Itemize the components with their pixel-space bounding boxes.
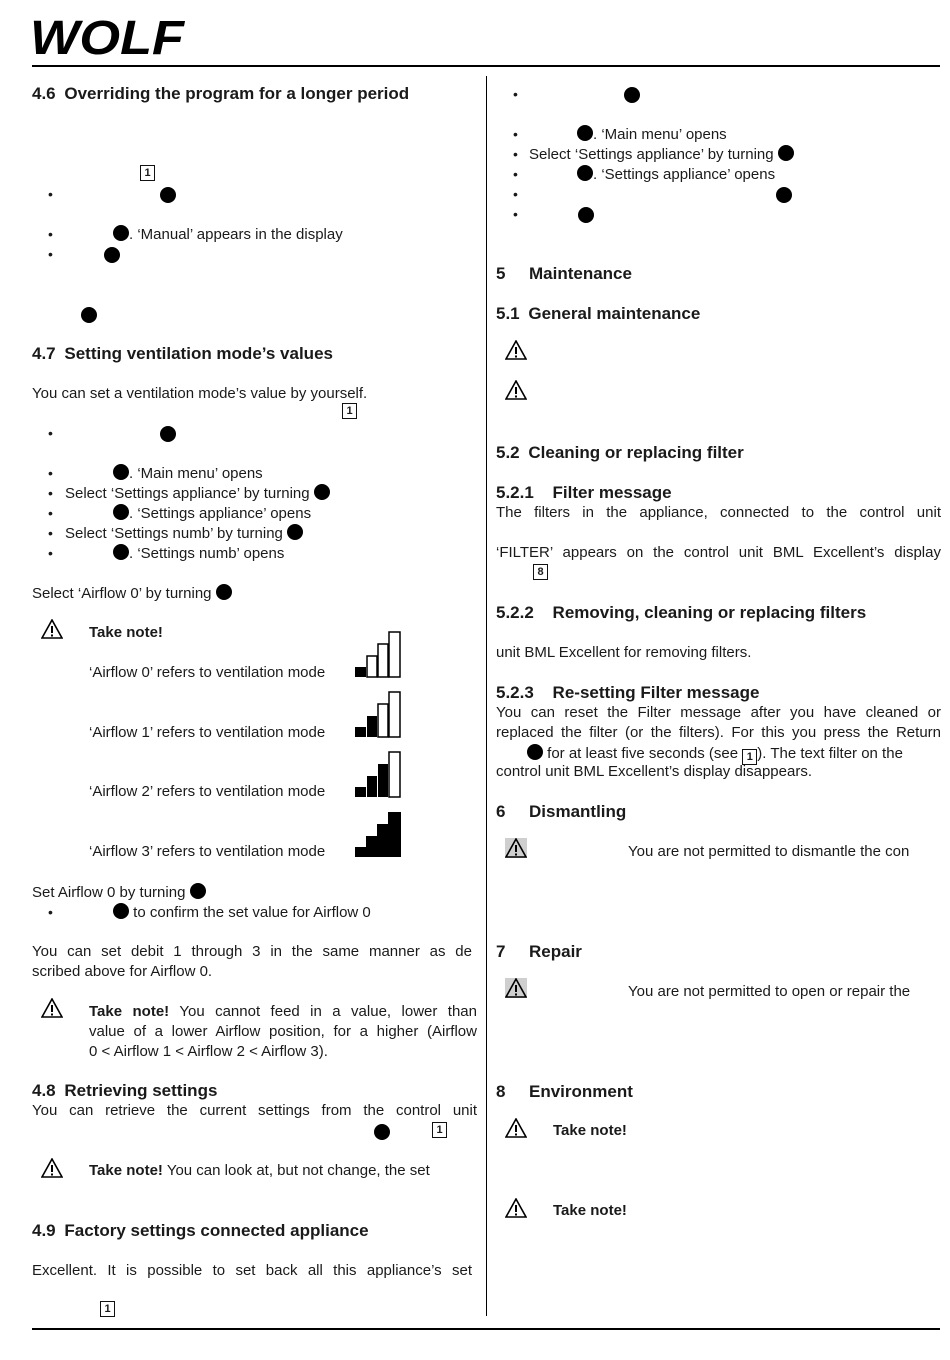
bullet: • — [48, 525, 53, 541]
warning-icon — [505, 838, 527, 858]
bullet: • — [48, 545, 53, 561]
heading-4-9: 4.9 Factory settings connected appliance — [32, 1221, 369, 1240]
heading-6: 6 Dismantling — [496, 802, 627, 821]
key-1-icon: 1 — [342, 403, 357, 419]
note-text: value of a lower Airflow position, for a higher (Airflow — [89, 1023, 477, 1040]
rotary-knob-icon — [104, 247, 120, 263]
paragraph: unit BML Excellent for removing filters. — [496, 644, 752, 661]
rotary-knob-icon — [624, 87, 640, 103]
heading-8: 8 Environment — [496, 1082, 633, 1101]
paragraph: You can reset the Filter message after you have cleaned or — [496, 704, 941, 721]
bullet: • — [48, 186, 53, 202]
rotary-knob-icon — [160, 426, 176, 442]
warning-icon — [505, 978, 527, 998]
paragraph: for at least five seconds (see 1 ). The text filter on the — [527, 744, 941, 765]
heading-5-2-2: 5.2.2 Removing, cleaning or replacing filters — [496, 603, 867, 622]
rotary-knob-icon — [113, 464, 129, 480]
bullet: • — [48, 485, 53, 501]
heading-5-2: 5.2 Cleaning or replacing filter — [496, 443, 744, 462]
key-8-icon: 8 — [533, 564, 548, 580]
paragraph: The filters in the appliance, connected to the control unit — [496, 504, 941, 521]
rotary-knob-icon — [113, 544, 129, 560]
paragraph: ‘FILTER’ appears on the control unit BML Excellent’s display — [496, 544, 941, 561]
rotary-knob-icon — [778, 145, 794, 161]
key-1-icon: 1 — [140, 165, 155, 181]
airflow-2-text: ‘Airflow 2’ refers to ventilation mode — [89, 783, 326, 800]
paragraph: Excellent. It is possible to set back all this appliance’s set — [32, 1262, 472, 1279]
bullet: • — [48, 505, 53, 521]
list-item: . ‘Settings numb’ opens — [113, 544, 284, 562]
rotary-knob-icon — [190, 883, 206, 899]
list-item: . ‘Main menu’ opens — [113, 464, 263, 482]
column-divider — [486, 76, 487, 1316]
heading-5-2-1: 5.2.1 Filter message — [496, 483, 672, 502]
bullet: • — [513, 166, 518, 182]
warning-icon — [505, 340, 527, 360]
ventilation-level-1-icon — [354, 690, 402, 738]
list-item: . ‘Manual’ appears in the display — [113, 225, 343, 243]
bullet: • — [513, 86, 518, 102]
rotary-knob-icon — [287, 524, 303, 540]
take-note-label: Take note! — [553, 1122, 627, 1139]
paragraph: Select ‘Airflow 0’ by turning — [32, 584, 232, 602]
rotary-knob-icon — [374, 1124, 390, 1140]
bullet: • — [48, 425, 53, 441]
ventilation-level-0-icon — [354, 630, 402, 678]
rotary-knob-icon — [113, 903, 129, 919]
bullet: • — [513, 206, 518, 222]
rotary-knob-icon — [81, 307, 97, 323]
key-1-icon: 1 — [432, 1122, 447, 1138]
list-item: . ‘Main menu’ opens — [577, 125, 727, 143]
take-note-label: Take note! — [89, 624, 163, 641]
airflow-1-text: ‘Airflow 1’ refers to ventilation mode — [89, 724, 326, 741]
heading-4-6 — [32, 84, 409, 104]
warning-icon — [505, 380, 527, 400]
wolf-logo — [30, 12, 190, 60]
rotary-knob-icon — [578, 207, 594, 223]
list-item: Select ‘Settings appliance’ by turning — [65, 484, 330, 502]
bullet: • — [513, 146, 518, 162]
rotary-knob-icon — [314, 484, 330, 500]
section-title: Overriding the program for a longer period — [64, 84, 410, 103]
rotary-knob-icon — [113, 504, 129, 520]
rotary-knob-icon — [577, 165, 593, 181]
paragraph: You are not permitted to open or repair the — [628, 983, 911, 1000]
note-text: 0 < Airflow 1 < Airflow 2 < Airflow 3). — [89, 1043, 328, 1060]
take-note-label: Take note! — [553, 1202, 627, 1219]
bullet: • — [513, 186, 518, 202]
paragraph: scribed above for Airflow 0. — [32, 963, 213, 980]
airflow-3-text: ‘Airflow 3’ refers to ventilation mode — [89, 843, 326, 860]
note-text: Take note! You cannot feed in a value, lower than — [89, 1003, 477, 1020]
header-rule — [32, 65, 940, 67]
paragraph: Set Airflow 0 by turning — [32, 883, 206, 901]
bullet: • — [48, 465, 53, 481]
paragraph: You can set debit 1 through 3 in the same manner as de — [32, 943, 472, 960]
airflow-0-text: ‘Airflow 0’ refers to ventilation mode — [89, 664, 326, 681]
rotary-knob-icon — [113, 225, 129, 241]
list-item: to confirm the set value for Airflow 0 — [113, 903, 371, 921]
key-1-icon: 1 — [742, 749, 757, 765]
list-item: Select ‘Settings appliance’ by turning — [529, 145, 794, 163]
bullet: • — [513, 126, 518, 142]
section-number: 4.6 — [32, 84, 56, 103]
rotary-knob-icon — [577, 125, 593, 141]
list-item: . ‘Settings appliance’ opens — [577, 165, 775, 183]
heading-4-7: 4.7 Setting ventilation mode’s values — [32, 344, 333, 363]
warning-icon — [41, 619, 63, 639]
logo-text: WOLF — [30, 12, 186, 60]
paragraph: You can set a ventilation mode’s value by yourself. — [32, 385, 368, 402]
list-item: Select ‘Settings numb’ by turning — [65, 524, 303, 542]
bullet: • — [48, 226, 53, 242]
rotary-knob-icon — [527, 744, 543, 760]
footer-rule — [32, 1328, 940, 1330]
paragraph: replaced the filter (or the filters). For this you press the Return — [496, 724, 941, 741]
rotary-knob-icon — [216, 584, 232, 600]
list-item: . ‘Settings appliance’ opens — [113, 504, 311, 522]
ventilation-level-2-icon — [354, 750, 402, 798]
warning-icon — [41, 1158, 63, 1178]
heading-4-8: 4.8 Retrieving settings — [32, 1081, 218, 1100]
heading-5-1: 5.1 General maintenance — [496, 304, 701, 323]
note-text: Take note! You can look at, but not change, the set — [89, 1162, 430, 1179]
key-1-icon: 1 — [100, 1301, 115, 1317]
bullet: • — [48, 904, 53, 920]
rotary-knob-icon — [776, 187, 792, 203]
heading-5: 5 Maintenance — [496, 264, 632, 283]
bullet: • — [48, 246, 53, 262]
paragraph: You are not permitted to dismantle the con — [628, 843, 910, 860]
warning-icon — [505, 1198, 527, 1218]
warning-icon — [41, 998, 63, 1018]
paragraph: control unit BML Excellent’s display disappears. — [496, 763, 812, 780]
heading-5-2-3: 5.2.3 Re-setting Filter message — [496, 683, 760, 702]
ventilation-level-3-icon — [354, 810, 402, 858]
paragraph: You can retrieve the current settings from the control unit — [32, 1102, 477, 1119]
warning-icon — [505, 1118, 527, 1138]
heading-7: 7 Repair — [496, 942, 582, 961]
rotary-knob-icon — [160, 187, 176, 203]
